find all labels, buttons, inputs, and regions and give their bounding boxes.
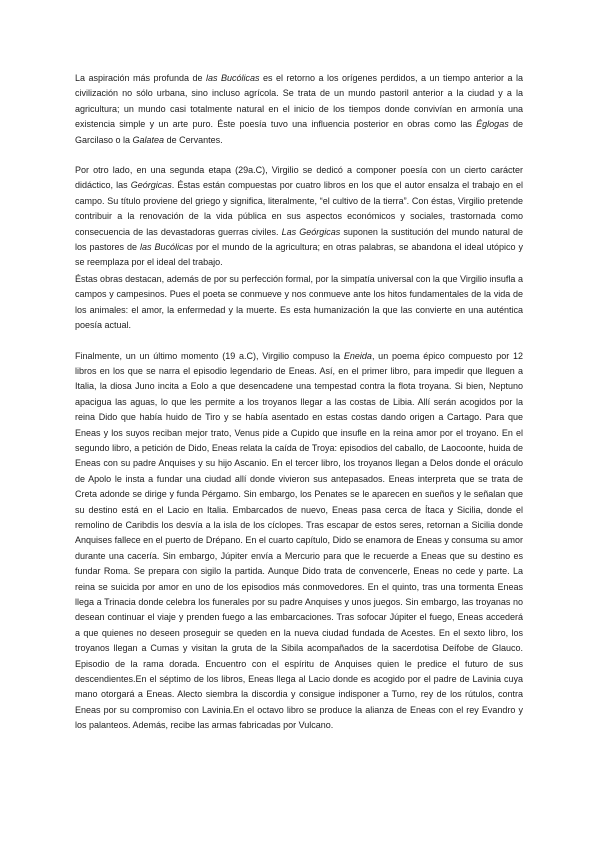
title-eglogas: Églogas: [476, 119, 509, 130]
text-run: de Garcilaso o la: [75, 119, 523, 145]
text-run: La aspiración más profunda de: [75, 73, 207, 83]
paragraph-eneida: [75, 349, 523, 734]
text-run: Finalmente, un un último momento (19 a.C), Virgilio compuso la: [75, 350, 344, 361]
text-run: Por otro lado, en una segunda etapa (29a.C), Virgilio se dedicó a componer poesía con un cierto carácter didáctico, las: [75, 165, 523, 191]
document-body: [75, 71, 523, 734]
title-las-bucolicas: las Bucólicas: [206, 73, 260, 83]
text-run: es el retorno a los orígenes perdidos, a un tiempo anterior a la civilización no sólo urbana, sino incluso agrícola. Se trata de un mundo pastoril anterior a la ciudad y a la agricultura; un mundo casi totalmente natural en el inicio de los tiempos donde convivían en armonía una existencia simple y un arte puro. Éste poesía tuvo una influencia posterior en obras como las: [75, 73, 523, 130]
title-georgicas: Geórgicas: [130, 180, 172, 191]
paragraph-humanizacion: [75, 272, 523, 334]
text-run: por el mundo de la agricultura; en otras palabras, se abandona el ideal utópico y se reemplaza por el ideal del trabajo.: [75, 242, 523, 268]
title-las-bucolicas: las Bucólicas: [140, 242, 194, 253]
text-run: . Éstas están compuestas por cuatro libros en los que el autor ensalza el trabajo en el campo. Su título proviene del griego y significa, literalmente, “el cultivo de la tierra”. Con éstas, Virgilio pretende contribuir a la renovación de la vida pública en sus aspectos económicos y sociales, trastornada como consecuencia de las devastadoras guerras civiles.: [75, 180, 524, 237]
title-galatea: Galatea: [132, 134, 165, 145]
text-run: Éstas obras destacan, además de por su perfección formal, por la simpatía universal con la que Virgilio insufla a campos y campesinos. Pues el poeta se conmueve y nos conmueve ante los hitos fundamentales de la vida de los animales: el amor, la enfermedad y la muerte. Es esta humanización la que las convierte en una auténtica poesía actual.: [75, 273, 523, 331]
paragraph-bucolicas: [75, 71, 523, 148]
text-run: de Cervantes.: [164, 134, 223, 145]
text-run: , un poema épico compuesto por 12 libros en los que se narra el episodio legendario de Eneas. Así, en el primer libro, para impedir que lleguen a Italia, la diosa Juno incita a Eolo a que desencadene una tempestad contra la flota troyana. Si bien, Neptuno apacigua las aguas, lo que les permite a los troyanos llegar a las costas de Libia. Allí serán acogidos por la reina Dido que había huido de Tiro y se había asentado en estas costas dando origen a Cartago. Para que Eneas y los suyos reciban mejor trato, Venus pide a Cupido que insufle en la reina amor por el troyano. En el segundo libro, a petición de Dido, Eneas relata la caída de Troya: episodios del caballo, de Laocoonte, huida de Eneas con su padre Anquises y su hijo Ascanio. En el tercer libro, los troyanos llegan a Delos donde el oráculo de Apolo le insta a fundar una ciudad allí donde vivieron sus antepasados. Eneas interpreta que se trata de Creta adonde se dirige y funda Pérgamo. Sin embargo, los Penates se le aparecen en sueños y le señalan que su destino está en el Lacio en Italia. Embarcados de nuevo, Eneas pasa cerca de Ítaca y Sicilia, donde el remolino de Caribdis los desvía a la isla de los cíclopes. Tras escapar de estos seres, retornan a Sicilia donde Anquises fallece en el puerto de Drépano. En el cuarto capítulo, Dido se enamora de Eneas y consuma su amor durante una cacería. Sin embargo, Júpiter envía a Mercurio para que le recuerde a Eneas que su destino es fundar Roma. Se prepara con sigilo la partida. Aunque Dido trata de convencerle, Eneas no cede y parte. La reina se suicida por amor en uno de los episodios más conmovedores. En el quinto, tras una tormenta Eneas llega a Trinacia donde celebra los funerales por su padre Anquises y unos juegos. Sin embargo, las troyanas no desean continuar el viaje y prenden fuego a las embarcaciones. Tras sofocar Júpiter el fuego, Eneas accederá a que quienes no deseen proseguir se queden en la nueva ciudad fundada de Acestes. En el sexto libro, los troyanos llegan a Cumas y visitan la gruta de la Sibila acompañados de la sacerdotisa Deífobe de Glauco. Episodio de la rama dorada. Encuentro con el espíritu de Anquises quien le predice el futuro de sus descendientes.En el séptimo de los libros, Eneas llega al Lacio donde es acogido por el padre de Lavinia cuya mano otorgará a Eneas. Alecto siembra la discordia y consigue indisponer a Turno, rey de los rútulos, contra Eneas por su compromiso con Lavinia.En el octavo libro se produce la alianza de Eneas con el rey Evandro y los palanteos. Además, recibe las armas fabricadas por Vulcano.: [75, 350, 523, 731]
text-run: suponen la sustitución del mundo natural de los pastores de: [75, 226, 523, 253]
title-las-georgicas: Las Geórgicas: [281, 226, 341, 237]
paragraph-georgicas: [75, 163, 523, 271]
title-eneida: Eneida: [343, 350, 372, 361]
